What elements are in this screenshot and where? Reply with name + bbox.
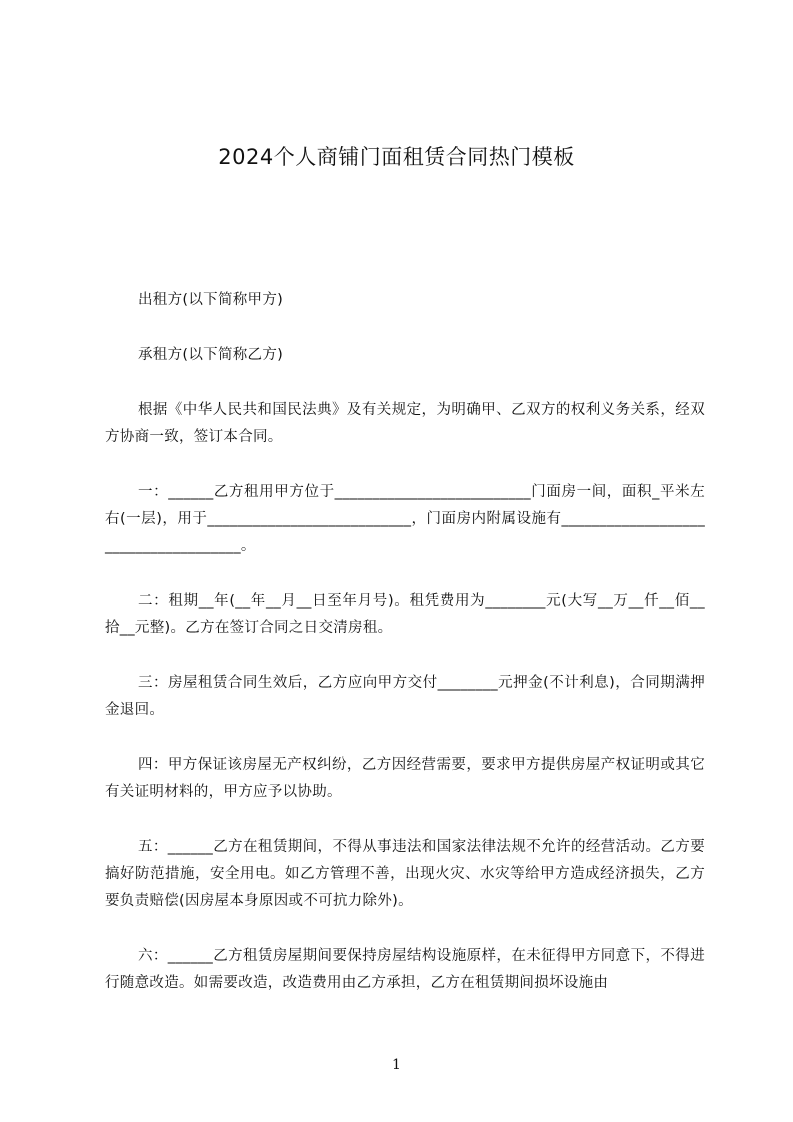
document-title: 2024个人商铺门面租赁合同热门模板	[218, 145, 575, 169]
clause-2: 二：租期__年(__年__月__日至年月号)。租凭费用为________元(大写__万__仟__佰__拾__元整)。乙方在签订合同之日交清房租。	[105, 593, 705, 636]
clause-6: 六：______乙方租赁房屋期间要保持房屋结构设施原样，在未征得甲方同意下，不得进行随意改造。如需要改造，改造费用由乙方承担，乙方在租赁期间损坏设施由	[105, 948, 705, 991]
clause-1: 一：______乙方租用甲方位于__________________________门面房一间，面积_平米左右(一层)，用于___________________________，门面房内附属设施有_____________________________________。	[105, 484, 705, 554]
paragraph-lessee: 承租方(以下简称乙方)	[138, 347, 284, 363]
paragraph-lessor: 出租方(以下简称甲方)	[138, 292, 284, 308]
page-number: 1	[392, 1057, 401, 1073]
paragraph-preamble: 根据《中华人民共和国民法典》及有关规定，为明确甲、乙双方的权利义务关系，经双方协商一致，签订本合同。	[105, 402, 705, 445]
clause-3: 三：房屋租赁合同生效后，乙方应向甲方交付________元押金(不计利息)，合同期满押金退回。	[105, 675, 705, 718]
clause-4: 四：甲方保证该房屋无产权纠纷，乙方因经营需要，要求甲方提供房屋产权证明或其它有关证明材料的，甲方应予以协助。	[105, 757, 705, 800]
clause-5: 五：______乙方在租赁期间，不得从事违法和国家法律法规不允许的经营活动。乙方要搞好防范措施，安全用电。如乙方管理不善，出现火灾、水灾等给甲方造成经济损失，乙方要负责赔偿(因房屋本身原因或不可抗力除外)。	[105, 839, 705, 909]
document-body	[105, 287, 705, 1025]
